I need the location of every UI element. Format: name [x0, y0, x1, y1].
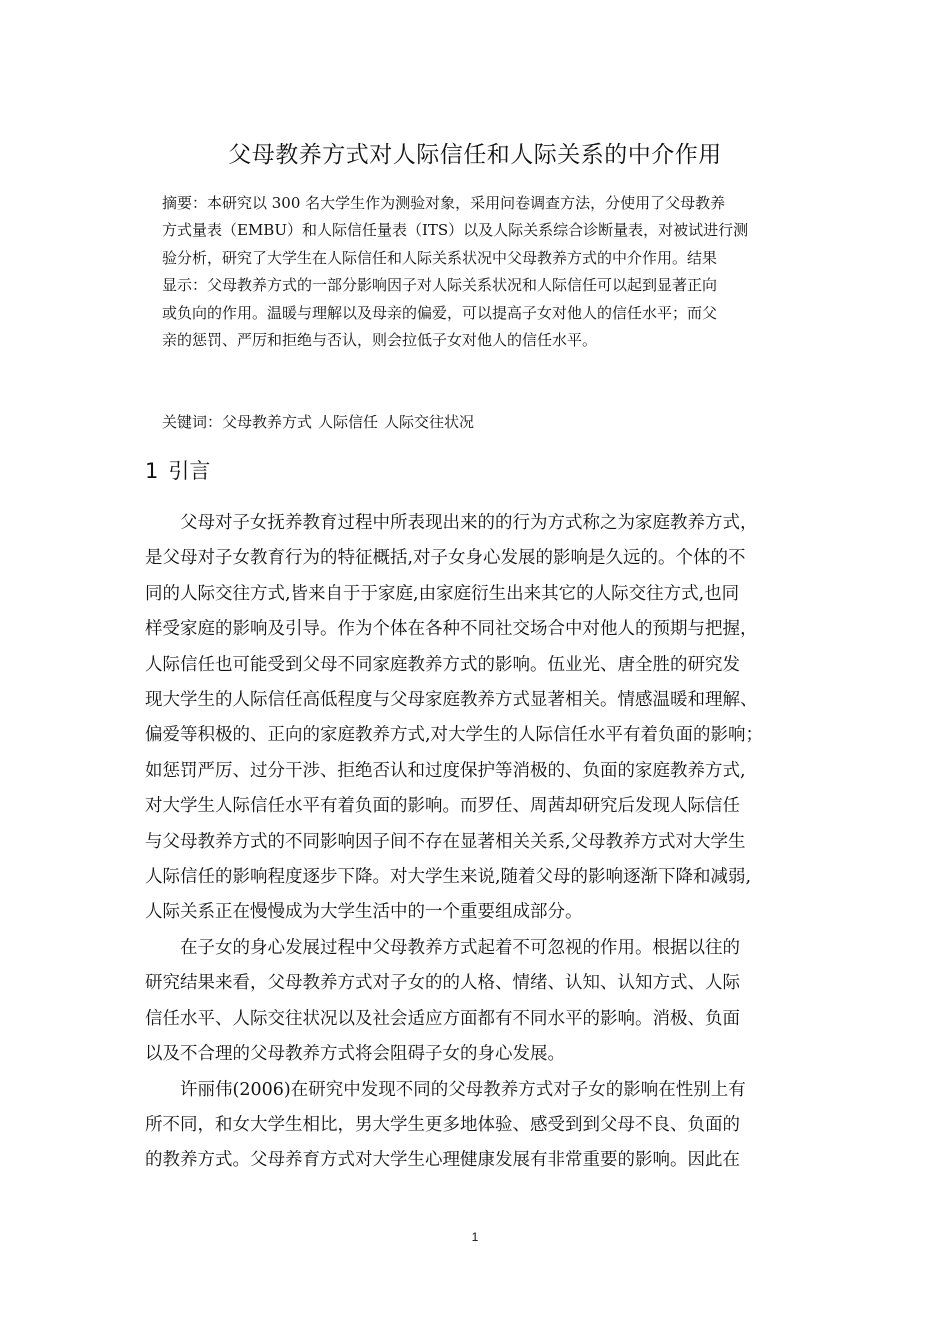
body-line: 父母对子女抚养教育过程中所表现出来的的行为方式称之为家庭教养方式， [145, 513, 758, 533]
abstract-line: 方式量表（EMBU）和人际信任量表（ITS）以及人际关系综合诊断量表，对被试进行测 [162, 221, 749, 240]
body-line: 的教养方式。父母养育方式对大学生心理健康发展有非常重要的影响。因此在 [145, 1150, 740, 1171]
body-line: 信任水平、人际交往状况以及社会适应方面都有不同水平的影响。消极、负面 [145, 1008, 740, 1029]
body-line: 人际信任也可能受到父母不同家庭教养方式的影响。伍业光、唐全胜的研究发 [145, 654, 740, 675]
page-number: 1 [471, 1230, 479, 1244]
keyword: 人际信任 [318, 413, 379, 431]
abstract-line: 或负向的作用。温暖与理解以及母亲的偏爱，可以提高子女对他人的信任水平；而父 [162, 303, 718, 322]
body-line: 对大学生人际信任水平有着负面的影响。而罗任、周茜却研究后发现人际信任 [145, 796, 740, 817]
keywords [162, 411, 480, 432]
body-line: 偏爱等积极的、正向的家庭教养方式,对大学生的人际信任水平有着负面的影响； [145, 725, 764, 746]
section-number: 1 [145, 459, 159, 483]
abstract-line: 亲的惩罚、严厉和拒绝与否认，则会拉低子女对他人的信任水平。 [162, 331, 598, 350]
body-line: 与父母教养方式的不同影响因子间不存在显著相关关系,父母教养方式对大学生 [145, 831, 746, 852]
keyword: 父母教养方式 [222, 413, 313, 431]
body-line: 许丽伟(2006)在研究中发现不同的父母教养方式对子女的影响在性别上有 [145, 1079, 746, 1100]
keyword: 人际交往状况 [384, 413, 475, 431]
body-line: 人际关系正在慢慢成为大学生活中的一个重要组成部分。 [145, 902, 583, 923]
section-heading [145, 455, 210, 485]
body-line: 人际信任的影响程度逐步下降。对大学生来说,随着父母的影响逐渐下降和减弱, [145, 867, 752, 888]
abstract-line: 摘要：本研究以 300 名大学生作为测验对象，采用问卷调查方法，分使用了父母教养 [162, 194, 726, 212]
section-title: 引言 [168, 459, 211, 483]
paper-title: 父母教养方式对人际信任和人际关系的中介作用 [228, 142, 722, 168]
body-line: 现大学生的人际信任高低程度与父母家庭教养方式显著相关。情感温暖和理解、 [145, 690, 758, 711]
keywords-label: 关键词： [162, 413, 223, 431]
body-line: 样受家庭的影响及引导。作为个体在各种不同社交场合中对他人的预期与把握， [145, 619, 758, 640]
abstract-line: 验分析，研究了大学生在人际信任和人际关系状况中父母教养方式的中介作用。结果 [162, 248, 718, 267]
body-text [145, 506, 825, 1179]
body-line: 如惩罚严厉、过分干涉、拒绝否认和过度保护等消极的、负面的家庭教养方式, [145, 760, 746, 781]
body-line: 以及不合理的父母教养方式将会阻碍子女的身心发展。 [145, 1044, 565, 1065]
body-line: 在子女的身心发展过程中父母教养方式起着不可忽视的作用。根据以往的 [145, 937, 740, 958]
body-line: 同的人际交往方式,皆来自于于家庭,由家庭衍生出来其它的人际交往方式,也同 [145, 583, 740, 604]
abstract [162, 190, 802, 354]
body-line: 研究结果来看，父母教养方式对子女的的人格、情绪、认知、认知方式、人际 [145, 973, 740, 994]
body-line: 所不同，和女大学生相比，男大学生更多地体验、感受到到父母不良、负面的 [145, 1114, 740, 1135]
abstract-line: 显示：父母教养方式的一部分影响因子对人际关系状况和人际信任可以起到显著正向 [162, 276, 718, 295]
body-line: 是父母对子女教育行为的特征概括,对子女身心发展的影响是久远的。个体的不 [145, 548, 746, 569]
